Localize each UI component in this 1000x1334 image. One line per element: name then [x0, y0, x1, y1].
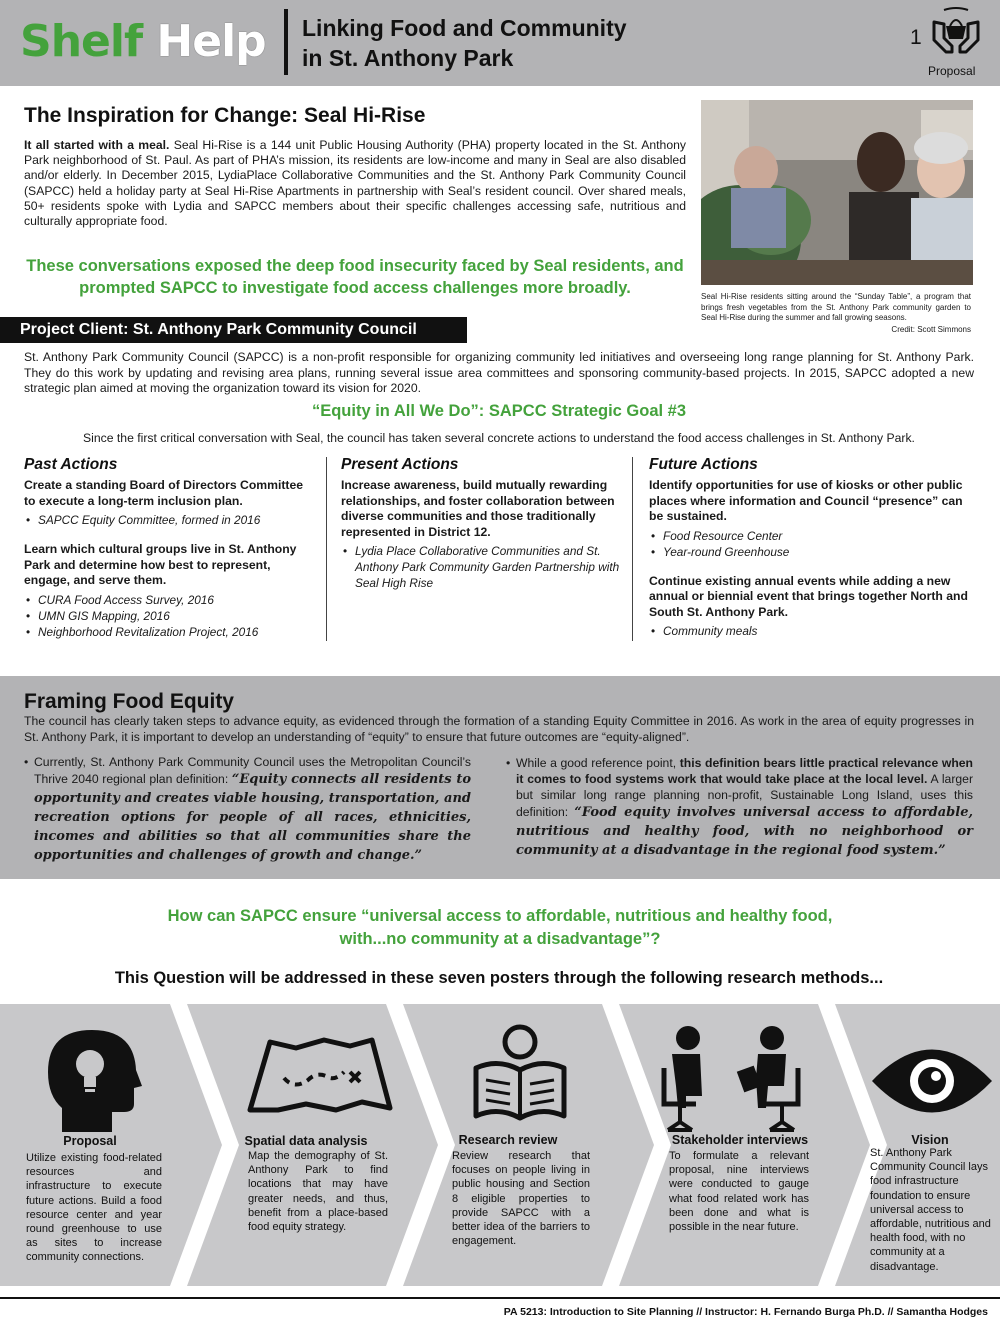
- framing-heading: Framing Food Equity: [24, 690, 234, 713]
- list-item: • CURA Food Access Survey, 2016: [24, 592, 316, 608]
- page-title: [302, 13, 702, 73]
- list-item: • Lydia Place Collaborative Communities and St. Anthony Park Community Garden Partnership with Seal High Rise: [341, 543, 621, 591]
- column-divider: [632, 457, 633, 641]
- strategic-goal-lead: Since the first critical conversation with Seal, the council has taken several concrete actions to understand the food access challenges in St. Anthony Park.: [83, 431, 915, 445]
- footer-credits: PA 5213: Introduction to Site Planning // Instructor: H. Fernando Burga Ph.D. // Samantha Hodges: [503, 1306, 988, 1318]
- step-text-interviews: To formulate a relevant proposal, nine interviews were conducted to gauge what food related work has been done and what is possible in the near future.: [669, 1150, 809, 1234]
- list-item: • SAPCC Equity Committee, formed in 2016: [24, 512, 316, 528]
- step-text-proposal: Utilize existing food-related resources and infrastructure to execute future actions. Build a food resource center and year round greenhouse to use as sites to increase community connections.: [26, 1152, 162, 1264]
- past-actions-column: [24, 456, 316, 640]
- framing-left-text: Currently, St. Anthony Park Community Council uses the Metropolitan Council’s Thrive 2040 regional plan definition:: [34, 755, 471, 786]
- present-actions-column: [341, 456, 621, 591]
- present-actions-heading: Present Actions: [341, 456, 459, 473]
- future-action-lead: Identify opportunities for use of kiosks or other public places where information and Council “presence” can be sustained.: [649, 478, 963, 523]
- inspiration-body: Seal Hi-Rise is a 144 unit Public Housing Authority (PHA) property located in the St. Anthony Park neighborhood of St. Paul. As part of PHA’s mission, its residents are low-income and many in Seal are also disabled and/or elderly. In December 2015, LydiaPlace Collaborative Communities and the St. Anthony Park Community Council (SAPCC) held a holiday party at Seal Hi-Rise Apartments in partnership with Seal’s resident council. Over shared meals, 50+ residents spoke with Lydia and SAPCC members about their specific challenges accessing safe, nutritious and culturally appropriate food.: [24, 138, 686, 229]
- thrive-2040-quote: “Equity connects all residents to opportunity and creates viable housing, transportation, and recreation options for people of all races, ethnicities, incomes and abilities so that all communities share the opportunities and challenges of growth and change.”: [34, 772, 471, 863]
- framing-right-bold: this definition bears little practical relevance when it comes to food systems work that would take place at the local level.: [516, 756, 973, 786]
- treasure-map-icon: [244, 1034, 394, 1114]
- past-action-list: [24, 592, 316, 640]
- step-text-vision: St. Anthony Park Community Council lays food infrastructure foundation to ensure universal access to affordable, nutritious and health food, with no community at a disadvantage.: [870, 1147, 991, 1273]
- footer-rule: [0, 1297, 1000, 1299]
- list-item: • Year-round Greenhouse: [649, 544, 975, 560]
- logo-word-help: Help: [156, 16, 266, 67]
- framing-paragraph: The council has clearly taken steps to advance equity, as evidenced through the formation of a standing Equity Committee in 2016. As work in the area of equity progresses in St. Anthony Park, it is important to develop an understanding of “equity” to ensure that future outcomes are “equity-aligned”.: [24, 714, 974, 744]
- client-paragraph: St. Anthony Park Community Council (SAPCC) is a non-profit responsible for organizing community led initiatives and overseeing long range planning for St. Anthony Park. They do this work by updating and revising area plans, running several issue area committees and sponsoring community-based projects. In 2015, SAPCC adopted a new strategic plan aimed at moving the organization toward its vision for 2020.: [24, 350, 974, 395]
- photo-caption: Seal Hi-Rise residents sitting around the “Sunday Table”, a program that brings fresh vegetables from the St. Anthony Park community garden to Seal Hi-Rise during the summer and fall growing seasons.: [701, 292, 971, 322]
- step-text-research: Review research that focuses on people living in public housing and Section 8 eligible properties to provide SAPCC with a better idea of the barriers to engagement.: [452, 1150, 590, 1248]
- framing-right-bullet: [506, 755, 973, 860]
- interview-icon: [656, 1024, 806, 1136]
- strategic-goal-heading: “Equity in All We Do”: SAPCC Strategic Goal #3: [311, 402, 687, 420]
- eye-icon: [870, 1044, 994, 1118]
- inspiration-callout: These conversations exposed the deep food insecurity faced by Seal residents, and prompted SAPCC to investigate food access challenges more broadly.: [26, 257, 684, 297]
- inspiration-heading: The Inspiration for Change: Seal Hi-Rise: [24, 104, 426, 127]
- shelf-help-logo: [20, 12, 266, 72]
- header-divider: [284, 9, 288, 75]
- step-title-research: Research review: [458, 1133, 558, 1147]
- step-title-proposal: Proposal: [63, 1134, 117, 1148]
- title-line-1: Linking Food and Community: [302, 15, 627, 41]
- client-heading: Project Client: St. Anthony Park Community Council: [20, 321, 417, 338]
- framing-right-text-2: A larger but similar long range planning non-profit, Sustainable Long Island, uses this definition:: [516, 772, 973, 819]
- list-item: • Neighborhood Revitalization Project, 2016: [24, 624, 316, 640]
- past-action-lead: Learn which cultural groups live in St. Anthony Park and determine how best to represent, engage, and serve them.: [24, 542, 297, 587]
- inspiration-lead: It all started with a meal.: [24, 138, 170, 152]
- head-lightbulb-icon: [44, 1024, 144, 1136]
- framing-left-bullet: [24, 754, 471, 865]
- present-action-lead: Increase awareness, build mutually rewarding relationships, and foster collaboration between diverse communities and those traditionally represented in District 12.: [341, 478, 615, 539]
- future-actions-column: [649, 456, 975, 639]
- hands-holding-basket-icon: [930, 4, 982, 60]
- step-title-spatial: Spatial data analysis: [244, 1134, 368, 1148]
- sustainable-long-island-quote: “Food equity involves universal access to affordable, nutritious and healthy food, with no neighborhood or community at a disadvantage in the regional food system.”: [516, 805, 973, 858]
- future-actions-heading: Future Actions: [649, 456, 758, 473]
- methods-lead: This Question will be addressed in these seven posters through the following research methods...: [114, 969, 884, 987]
- past-action-list: [24, 512, 316, 528]
- photo-credit: Credit: Scott Simmons: [891, 325, 971, 334]
- list-item: • Food Resource Center: [649, 528, 975, 544]
- person-reading-icon: [470, 1022, 570, 1124]
- step-text-spatial: Map the demography of St. Anthony Park to find locations that may have greater needs, and thus, benefit from a place-based food equity strategy.: [248, 1150, 388, 1234]
- framing-right-text: While a good reference point,: [516, 756, 680, 770]
- column-divider: [326, 457, 327, 641]
- research-question: How can SAPCC ensure “universal access to affordable, nutritious and healthy food, with...no community at a disadvantage”?: [167, 907, 833, 948]
- past-action-lead: Create a standing Board of Directors Committee to execute a long-term inclusion plan.: [24, 478, 304, 508]
- poster-label: Proposal: [928, 64, 976, 78]
- research-methods-band: [0, 1004, 1000, 1286]
- logo-word-shelf: Shelf: [20, 16, 143, 67]
- step-title-vision: Vision: [911, 1133, 949, 1147]
- past-actions-heading: Past Actions: [24, 456, 118, 473]
- list-item: • Community meals: [649, 623, 975, 639]
- present-action-list: [341, 543, 621, 591]
- poster-number: 1: [910, 26, 922, 49]
- future-action-list: [649, 528, 975, 560]
- future-action-lead: Continue existing annual events while adding a new annual or biennial event that brings together North and South St. Anthony Park.: [649, 573, 968, 619]
- step-title-interviews: Stakeholder interviews: [671, 1133, 809, 1147]
- title-line-2: in St. Anthony Park: [302, 45, 514, 71]
- inspiration-paragraph: [24, 138, 686, 229]
- future-action-list: [649, 623, 975, 639]
- seal-hi-rise-residents-photo: [701, 100, 973, 285]
- list-item: • UMN GIS Mapping, 2016: [24, 608, 316, 624]
